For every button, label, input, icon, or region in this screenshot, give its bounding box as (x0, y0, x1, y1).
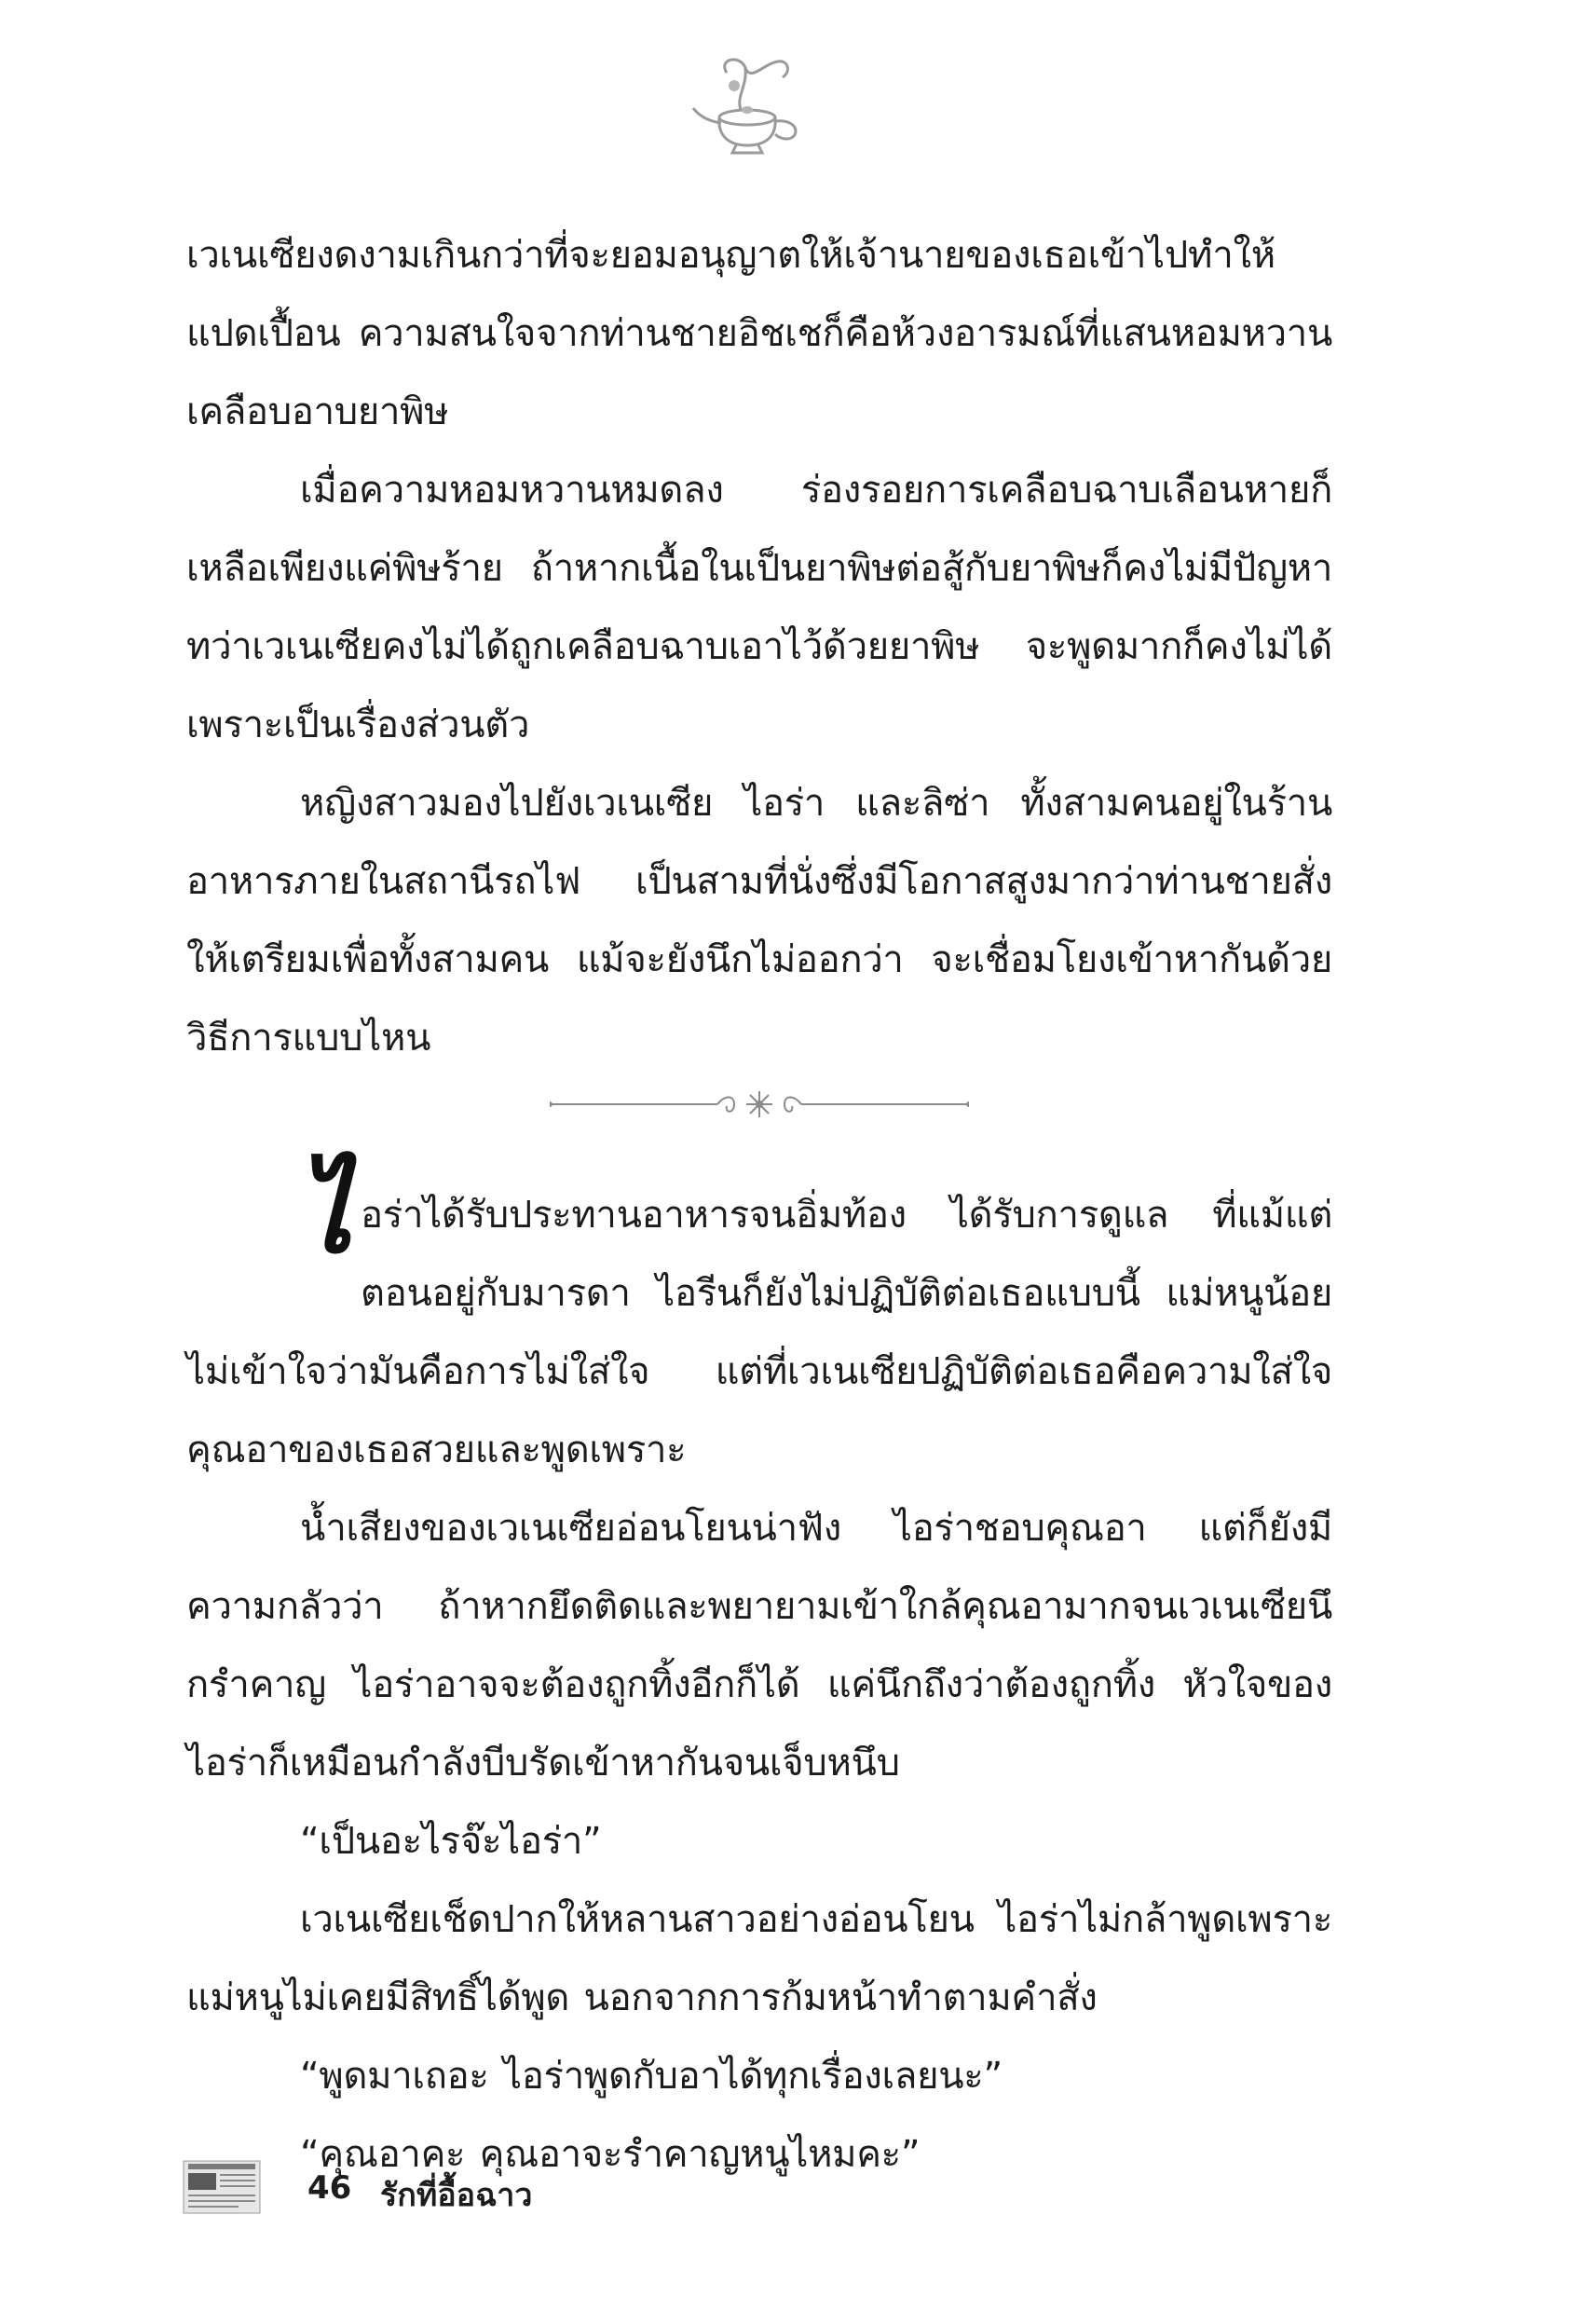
drop-cap-letter: ไ (296, 1148, 352, 1278)
paragraph: เมื่อความหอมหวานหมดลง ร่องรอยการเคลือบฉาบเลือนหายก็เหลือเพียงแค่พิษร้าย ถ้าหากเนื้อในเป็นยาพิษต่อสู้กับยาพิษก็คงไม่มีปัญหา ทว่าเวเนเซียคงไม่ได้ถูกเคลือบฉาบเอาไว้ด้วยยาพิษ จะพูดมากก็คงไม่ได้ เพราะเป็นเรื่องส่วนตัว (186, 469, 1332, 746)
top-text-block (186, 216, 1332, 1077)
paragraph: น้ำเสียงของเวเนเซียอ่อนโยนน่าฟัง ไอร่าชอบคุณอา แต่ก็ยังมีความกลัวว่า ถ้าหากยึดติดและพยายามเข้าใกล้คุณอามากจนเวเนเซียนึกรำคาญ ไอร่าอาจจะต้องถูกทิ้งอีกก็ได้ แค่นึกถึงว่าต้องถูกทิ้ง หัวใจของไอร่าก็เหมือนกำลังบีบรัดเข้าหากันจนเจ็บหนึบ (186, 1507, 1332, 1785)
page-number: 46 (307, 2169, 352, 2207)
page-footer (183, 2160, 742, 2216)
bottom-text-block (186, 1148, 1332, 2194)
genie-lamp-icon (689, 54, 811, 157)
dialogue-line: “คุณอาคะ คุณอาจะรำคาญหนูไหมคะ” (300, 2133, 921, 2176)
newspaper-icon (183, 2160, 261, 2214)
book-title: รักที่อื้อฉาว (380, 2177, 533, 2214)
dialogue-line: “พูดมาเถอะ ไอร่าพูดกับอาได้ทุกเรื่องเลยนะ” (300, 2055, 1003, 2098)
paragraph: เวเนเซียเช็ดปากให้หลานสาวอย่างอ่อนโยน ไอร่าไม่กล้าพูดเพราะแม่หนูไม่เคยมีสิทธิ์ได้พูด นอกจากการก้มหน้าทำตามคำสั่ง (186, 1898, 1332, 2019)
dialogue-line: “เป็นอะไรจ๊ะไอร่า” (300, 1820, 602, 1863)
section-divider-ornament (550, 1086, 969, 1123)
paragraph: หญิงสาวมองไปยังเวเนเซีย ไอร่า และลิซ่า ทั้งสามคนอยู่ในร้านอาหารภายในสถานีรถไฟ เป็นสามที่นั่งซึ่งมีโอกาสสูงมากว่าท่านชายสั่งให้เตรียมเพื่อทั้งสามคน แม้จะยังนึกไม่ออกว่า จะเชื่อมโยงเข้าหากันด้วยวิธีการแบบไหน (186, 782, 1332, 1060)
dropcap-paragraph-text: อร่าได้รับประทานอาหารจนอิ่มท้อง ได้รับการดูแล ที่แม้แต่ตอนอยู่กับมารดา ไอรีนก็ยังไม่ปฏิบัติต่อเธอแบบนี้ แม่หนูน้อยไม่เข้าใจว่ามันคือการไม่ใส่ใจ แต่ที่เวเนเซียปฏิบัติต่อเธอคือความใส่ใจ คุณอาของเธอสวยและพูดเพราะ (186, 1194, 1332, 1471)
dropcap-paragraph (186, 1148, 1332, 1489)
paragraph: เวเนเซียงดงามเกินกว่าที่จะยอมอนุญาตให้เจ้านายของเธอเข้าไปทำให้แปดเปื้อน ความสนใจจากท่านชายอิชเชก็คือห้วงอารมณ์ที่แสนหอมหวานเคลือบอาบยาพิษ (186, 234, 1332, 433)
